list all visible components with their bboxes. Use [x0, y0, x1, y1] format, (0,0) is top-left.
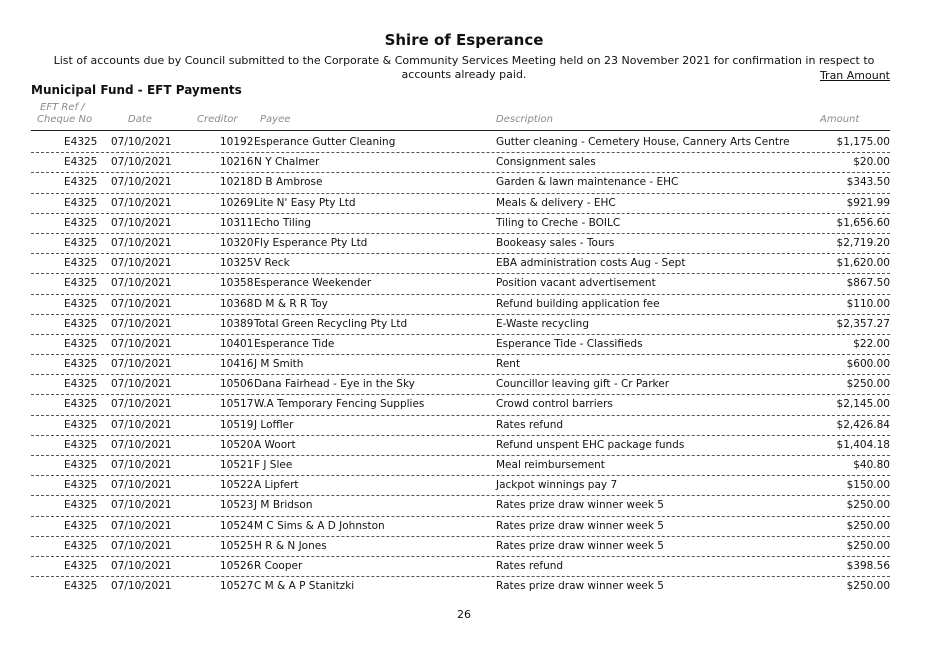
cell-date: 07/10/2021	[111, 398, 172, 411]
cell-description: Position vacant advertisement	[496, 277, 656, 290]
cell-amount: $2,719.20	[836, 236, 890, 249]
table-row	[31, 315, 890, 335]
table-row	[31, 517, 890, 537]
cell-payee: R Cooper	[254, 559, 303, 572]
cell-amount: $867.50	[846, 277, 890, 290]
cell-description: Jackpot winnings pay 7	[496, 479, 618, 492]
cell-ref: E4325	[64, 398, 98, 411]
cell-ref: E4325	[64, 378, 98, 391]
cell-date: 07/10/2021	[111, 216, 172, 229]
column-header-creditor: Creditor	[197, 114, 238, 125]
cell-creditor: 10368	[220, 297, 254, 310]
column-header-ref-line1: EFT Ref /	[40, 102, 85, 113]
cell-ref: E4325	[64, 236, 98, 249]
cell-ref: E4325	[64, 156, 98, 169]
cell-ref: E4325	[64, 459, 98, 471]
cell-description: Meal reimbursement	[496, 459, 605, 471]
column-header-date: Date	[128, 114, 152, 125]
cell-description: Garden & lawn maintenance - EHC	[496, 176, 679, 189]
cell-amount: $110.00	[846, 297, 890, 310]
table-row	[31, 194, 890, 214]
cell-payee: A Woort	[254, 438, 296, 451]
cell-ref: E4325	[64, 257, 98, 270]
table-row	[31, 295, 890, 315]
cell-date: 07/10/2021	[111, 196, 172, 209]
cell-amount: $600.00	[846, 358, 890, 371]
cell-payee: W.A Temporary Fencing Supplies	[254, 398, 425, 411]
table-row	[31, 254, 890, 274]
cell-date: 07/10/2021	[111, 136, 172, 148]
cell-date: 07/10/2021	[111, 539, 172, 552]
cell-payee: Esperance Gutter Cleaning	[254, 136, 396, 148]
cell-description: Rent	[496, 358, 521, 371]
table-row	[31, 395, 890, 415]
header-rule	[31, 130, 890, 131]
cell-amount: $343.50	[846, 176, 890, 189]
cell-description: Meals & delivery - EHC	[496, 196, 616, 209]
cell-amount: $150.00	[846, 479, 890, 492]
cell-payee: F J Slee	[254, 459, 293, 471]
cell-amount: $40.80	[853, 459, 890, 471]
cell-ref: E4325	[64, 176, 98, 189]
cell-ref: E4325	[64, 580, 98, 593]
cell-payee: H R & N Jones	[254, 539, 327, 552]
cell-description: Tiling to Creche - BOILC	[496, 216, 621, 229]
table-row	[31, 335, 890, 355]
table-row	[31, 153, 890, 173]
cell-amount: $1,620.00	[836, 257, 890, 270]
cell-creditor: 10311	[220, 216, 254, 229]
cell-amount: $1,404.18	[836, 438, 890, 451]
cell-payee: J M Bridson	[254, 499, 313, 512]
cell-amount: $22.00	[853, 337, 890, 350]
cell-creditor: 10523	[220, 499, 254, 512]
cell-payee: J M Smith	[254, 358, 304, 371]
cell-date: 07/10/2021	[111, 277, 172, 290]
cell-ref: E4325	[64, 519, 98, 532]
cell-creditor: 10524	[220, 519, 254, 532]
cell-payee: Esperance Weekender	[254, 277, 372, 290]
cell-amount: $921.99	[846, 196, 890, 209]
table-row	[31, 496, 890, 516]
cell-date: 07/10/2021	[111, 358, 172, 371]
cell-payee: Lite N' Easy Pty Ltd	[254, 196, 356, 209]
cell-amount: $250.00	[846, 519, 890, 532]
cell-ref: E4325	[64, 216, 98, 229]
cell-amount: $250.00	[846, 539, 890, 552]
cell-date: 07/10/2021	[111, 317, 172, 330]
cell-date: 07/10/2021	[111, 559, 172, 572]
column-header-amount: Amount	[820, 114, 860, 125]
cell-description: Crowd control barriers	[496, 398, 613, 411]
cell-ref: E4325	[64, 418, 98, 431]
cell-creditor: 10527	[220, 580, 254, 593]
table-row	[31, 557, 890, 577]
cell-description: Esperance Tide - Classifieds	[496, 337, 643, 350]
cell-ref: E4325	[64, 539, 98, 552]
cell-creditor: 10269	[220, 196, 254, 209]
cell-amount: $2,426.84	[836, 418, 890, 431]
cell-date: 07/10/2021	[111, 418, 172, 431]
cell-amount: $250.00	[846, 580, 890, 593]
cell-description: Rates prize draw winner week 5	[496, 580, 664, 593]
cell-creditor: 10517	[220, 398, 254, 411]
cell-payee: Echo Tiling	[254, 216, 311, 229]
cell-creditor: 10525	[220, 539, 254, 552]
cell-payee: Fly Esperance Pty Ltd	[254, 236, 368, 249]
cell-creditor: 10320	[220, 236, 254, 249]
cell-ref: E4325	[64, 136, 98, 148]
table-row	[31, 416, 890, 436]
cell-ref: E4325	[64, 297, 98, 310]
cell-amount: $250.00	[846, 499, 890, 512]
table-row	[31, 577, 890, 596]
cell-date: 07/10/2021	[111, 378, 172, 391]
table-row	[31, 476, 890, 496]
cell-date: 07/10/2021	[111, 479, 172, 492]
cell-ref: E4325	[64, 479, 98, 492]
cell-description: Refund unspent EHC package funds	[496, 438, 685, 451]
cell-creditor: 10520	[220, 438, 254, 451]
cell-description: Consignment sales	[496, 156, 596, 169]
cell-amount: $1,656.60	[836, 216, 890, 229]
cell-amount: $250.00	[846, 378, 890, 391]
cell-payee: M C Sims & A D Johnston	[254, 519, 385, 532]
cell-amount: $2,357.27	[836, 317, 890, 330]
accounts-table	[31, 133, 890, 596]
cell-creditor: 10192	[220, 136, 254, 148]
cell-payee: D B Ambrose	[254, 176, 323, 189]
page-number: 26	[457, 608, 471, 621]
table-row	[31, 133, 890, 153]
table-row	[31, 355, 890, 375]
cell-description: Refund building application fee	[496, 297, 660, 310]
cell-creditor: 10389	[220, 317, 254, 330]
document-title: Shire of Esperance	[384, 31, 544, 49]
cell-creditor: 10506	[220, 378, 254, 391]
table-row	[31, 214, 890, 234]
cell-payee: J Loffler	[254, 418, 294, 431]
cell-creditor: 10401	[220, 337, 254, 350]
cell-date: 07/10/2021	[111, 236, 172, 249]
cell-description: Rates prize draw winner week 5	[496, 499, 664, 512]
cell-payee: V Reck	[254, 257, 290, 270]
table-row	[31, 456, 890, 476]
cell-creditor: 10358	[220, 277, 254, 290]
cell-description: Rates prize draw winner week 5	[496, 539, 664, 552]
cell-ref: E4325	[64, 358, 98, 371]
cell-creditor: 10218	[220, 176, 254, 189]
section-heading: Municipal Fund - EFT Payments	[31, 83, 242, 97]
cell-ref: E4325	[64, 277, 98, 290]
table-row	[31, 375, 890, 395]
cell-creditor: 10526	[220, 559, 254, 572]
table-row	[31, 173, 890, 193]
cell-payee: Dana Fairhead - Eye in the Sky	[254, 378, 415, 391]
cell-creditor: 10519	[220, 418, 254, 431]
table-row	[31, 537, 890, 557]
column-header-description: Description	[496, 114, 553, 125]
cell-date: 07/10/2021	[111, 156, 172, 169]
cell-date: 07/10/2021	[111, 580, 172, 593]
cell-creditor: 10325	[220, 257, 254, 270]
cell-creditor: 10522	[220, 479, 254, 492]
cell-description: E-Waste recycling	[496, 317, 589, 330]
cell-description: Rates prize draw winner week 5	[496, 519, 664, 532]
cell-ref: E4325	[64, 438, 98, 451]
tran-amount-label: Tran Amount	[819, 69, 890, 82]
table-row	[31, 274, 890, 294]
cell-creditor: 10416	[220, 358, 254, 371]
cell-ref: E4325	[64, 559, 98, 572]
cell-payee: A Lipfert	[254, 479, 299, 492]
cell-date: 07/10/2021	[111, 257, 172, 270]
table-row	[31, 436, 890, 456]
cell-ref: E4325	[64, 196, 98, 209]
cell-ref: E4325	[64, 317, 98, 330]
cell-ref: E4325	[64, 499, 98, 512]
cell-date: 07/10/2021	[111, 337, 172, 350]
cell-amount: $1,175.00	[836, 136, 890, 148]
table-row	[31, 234, 890, 254]
cell-amount: $2,145.00	[836, 398, 890, 411]
column-header-payee: Payee	[260, 114, 291, 125]
cell-payee: D M & R R Toy	[254, 297, 328, 310]
cell-description: Councillor leaving gift - Cr Parker	[496, 378, 670, 391]
cell-description: Rates refund	[496, 559, 564, 572]
cell-date: 07/10/2021	[111, 176, 172, 189]
cell-payee: N Y Chalmer	[254, 156, 320, 169]
cell-date: 07/10/2021	[111, 499, 172, 512]
cell-description: Rates refund	[496, 418, 564, 431]
cell-description: Bookeasy sales - Tours	[496, 236, 615, 249]
document-subtitle: List of accounts due by Council submitted to the Corporate & Community Services Meeting held on 23 November 2021 for confirmation in respect to accounts already paid.	[53, 54, 875, 81]
cell-description: Gutter cleaning - Cemetery House, Cannery Arts Centre	[496, 136, 790, 148]
column-header-ref-line2: Cheque No	[37, 114, 93, 125]
cell-date: 07/10/2021	[111, 297, 172, 310]
cell-amount: $398.56	[846, 559, 890, 572]
cell-date: 07/10/2021	[111, 519, 172, 532]
cell-payee: Esperance Tide	[254, 337, 335, 350]
cell-ref: E4325	[64, 337, 98, 350]
cell-date: 07/10/2021	[111, 459, 172, 471]
cell-payee: C M & A P Stanitzki	[254, 580, 355, 593]
cell-description: EBA administration costs Aug - Sept	[496, 257, 686, 270]
cell-payee: Total Green Recycling Pty Ltd	[254, 317, 408, 330]
cell-creditor: 10521	[220, 459, 254, 471]
cell-date: 07/10/2021	[111, 438, 172, 451]
cell-amount: $20.00	[853, 156, 890, 169]
cell-creditor: 10216	[220, 156, 254, 169]
